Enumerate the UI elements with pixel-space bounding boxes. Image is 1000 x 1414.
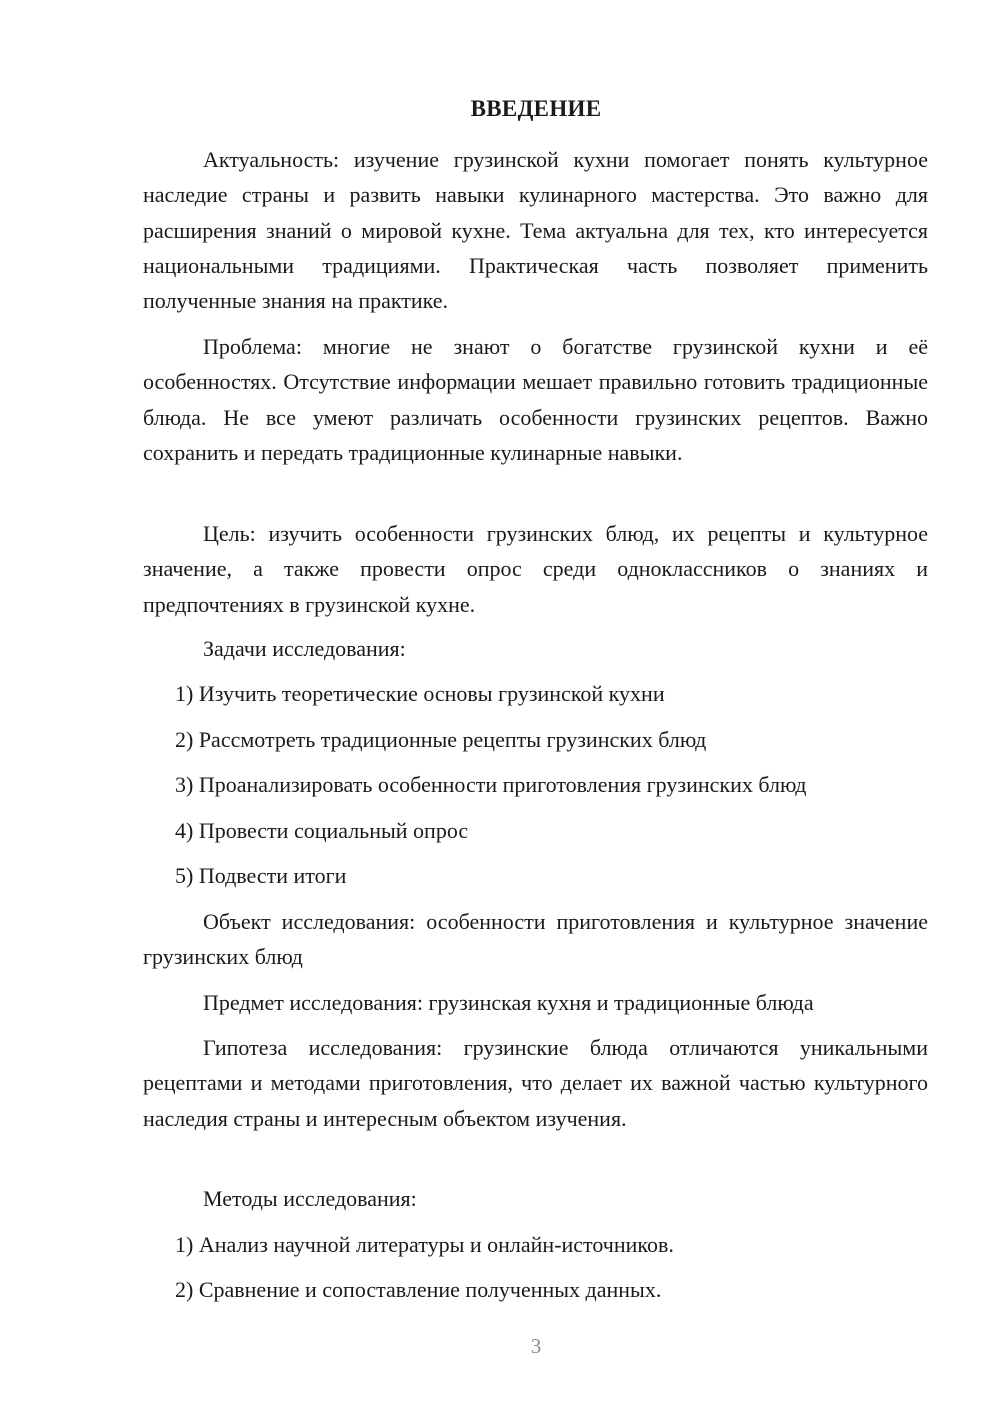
method-item: 2) Сравнение и сопоставление полученных данных.	[175, 1277, 662, 1302]
task-item: 3) Проанализировать особенности приготовления грузинских блюд	[175, 772, 807, 797]
task-item: 4) Провести социальный опрос	[175, 818, 469, 843]
task-item: 5) Подвести итоги	[175, 863, 347, 888]
page-title: ВВЕДЕНИЕ	[470, 96, 602, 121]
problem-paragraph: Проблема: многие не знают о богатстве грузинской кухни и её особенностях. Отсутствие информации мешает правильно готовить традиционные блюда. Не все умеют различать особенности грузинских рецептов. Важно сохранить и передать традиционные кулинарные навыки.	[143, 334, 928, 465]
subject-paragraph: Предмет исследования: грузинская кухня и традиционные блюда	[203, 990, 814, 1015]
task-item: 2) Рассмотреть традиционные рецепты грузинских блюд	[175, 727, 707, 752]
goal-paragraph: Цель: изучить особенности грузинских блюд, их рецепты и культурное значение, а также провести опрос среди одноклассников о знаниях и предпочтениях в грузинской кухне.	[143, 521, 928, 617]
relevance-paragraph: Актуальность: изучение грузинской кухни помогает понять культурное наследие страны и развить навыки кулинарного мастерства. Это важно для расширения знаний о мировой кухне. Тема актуальна для тех, кто интересуется национальными традициями. Практическая часть позволяет применить полученные знания на практике.	[143, 147, 928, 314]
methods-heading: Методы исследования:	[203, 1186, 417, 1211]
task-item: 1) Изучить теоретические основы грузинской кухни	[175, 681, 665, 706]
method-item: 1) Анализ научной литературы и онлайн-источников.	[175, 1232, 674, 1257]
tasks-heading: Задачи исследования:	[203, 636, 406, 661]
page-number: 3	[530, 1334, 542, 1358]
hypothesis-paragraph: Гипотеза исследования: грузинские блюда отличаются уникальными рецептами и методами приготовления, что делает их важной частью культурного наследия страны и интересным объектом изучения.	[143, 1035, 928, 1131]
object-paragraph: Объект исследования: особенности приготовления и культурное значение грузинских блюд	[143, 909, 928, 970]
